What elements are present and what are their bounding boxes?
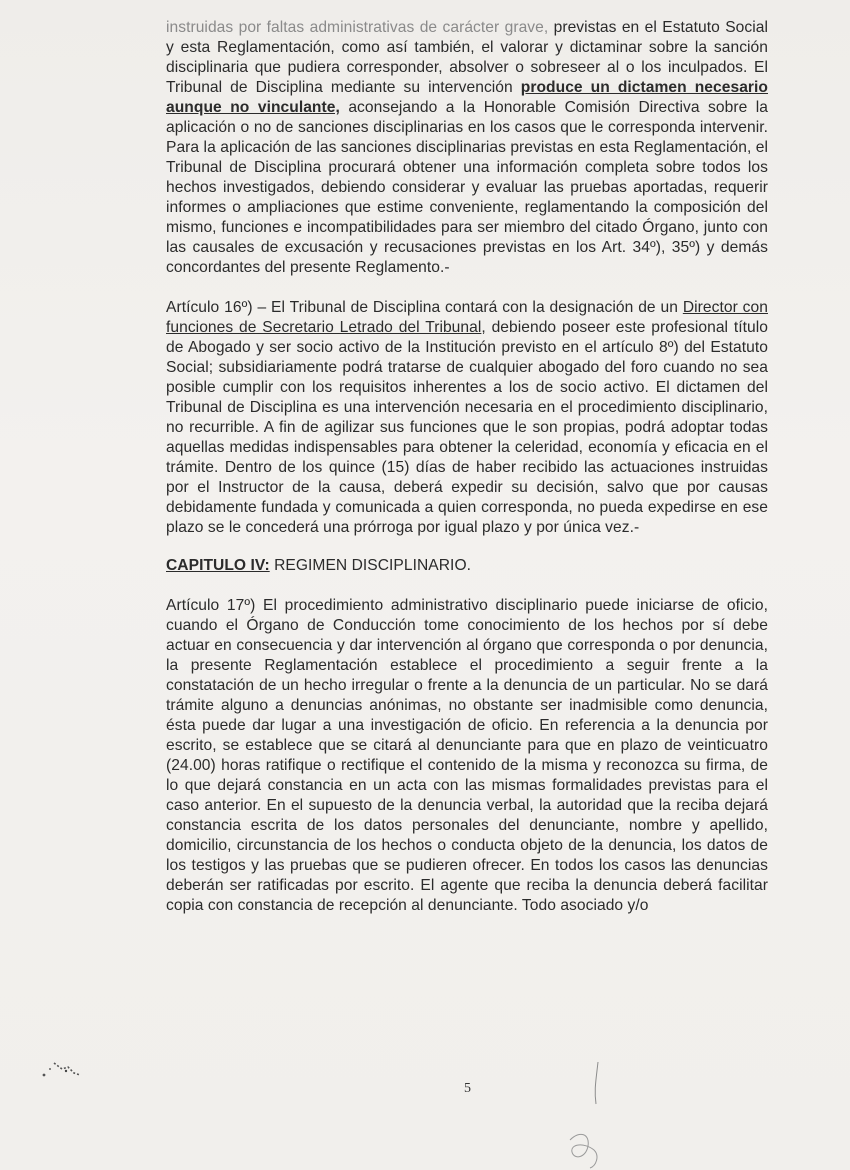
- ink-smudge-icon: [38, 1055, 88, 1083]
- faded-text: instruidas por faltas administrativas de carácter grave,: [166, 19, 549, 36]
- paragraph-continuation: [166, 18, 768, 278]
- chapter-heading: [166, 556, 768, 576]
- scribble-mark-icon: [560, 1060, 620, 1170]
- article-17: [166, 596, 768, 916]
- chapter-label: CAPITULO IV:: [166, 557, 270, 574]
- page-number: 5: [464, 1081, 471, 1096]
- article-16: [166, 298, 768, 538]
- article-text: , debiendo poseer este profesional título de Abogado y ser socio activo de la Institución previsto en el artículo 8º) del Estatuto Social; subsidiariamente podrá tratarse de cualquier abogado del foro cuando no sea posible cumplir con los requisitos inherentes a los de socio activo. El dictamen del Tribunal de Disciplina es una intervención necesaria en el procedimiento disciplinario, no recurrible. A fin de agilizar sus funciones que le son propias, podrá adoptar todas aquellas medidas indispensables para obtener la celeridad, economía y eficacia en el trámite. Dentro de los quince (15) días de haber recibido las actuaciones instruidas por el Instructor de la causa, deberá expedir su decisión, salvo que por causas debidamente fundada y comunicada a quien corresponda, no pueda expedirse en ese plazo se le concederá una prórroga por igual plazo y por única vez.-: [166, 319, 768, 536]
- document-body: [166, 18, 768, 916]
- article-text: Artículo 16º) – El Tribunal de Disciplina contará con la designación de un: [166, 299, 683, 316]
- paragraph-spacer: [166, 538, 768, 556]
- paragraph-spacer: [166, 278, 768, 298]
- article-text: Artículo 17º) El procedimiento administrativo disciplinario puede iniciarse de oficio, cuando el Órgano de Conducción tome conocimiento de los hechos por sí debe actuar en consecuencia y dar intervención al órgano que corresponda o por denuncia, la presente Reglamentación establece el procedimiento a seguir frente a la constatación de un hecho irregular o frente a la denuncia de un particular. No se dará trámite alguno a denuncias anónimas, no obstante ser inadmisible como denuncia, ésta puede dar lugar a una investigación de oficio. En referencia a la denuncia por escrito, se establece que se citará al denunciante para que en plazo de veinticuatro (24.00) horas ratifique o rectifique el contenido de la misma y reconozca su firma, de lo que dejará constancia en un acta con las mismas formalidades previstas para el caso anterior. En el supuesto de la denuncia verbal, la autoridad que la reciba dejará constancia escrita de los datos personales del denunciante, nombre y apellido, domicilio, circunstancia de los hechos o conducta objeto de la denuncia, los datos de los testigos y las pruebas que se pudieren ofrecer. En todos los casos las denuncias deberán ser ratificadas por escrito. El agente que reciba la denuncia deberá facilitar copia con constancia de recepción al denunciante. Todo asociado y/o: [166, 597, 768, 914]
- paragraph-text: aconsejando a la Honorable Comisión Directiva sobre la aplicación o no de sanciones disciplinarias en los casos que le corresponda intervenir. Para la aplicación de las sanciones disciplinarias previstas en esta Reglamentación, el Tribunal de Disciplina procurará obtener una información completa sobre todos los hechos investigados, debiendo considerar y evaluar las pruebas aportadas, requerir informes o ampliaciones que estime conveniente, reglamentando la composición del mismo, funciones e incompatibilidades para ser miembro del citado Órgano, junto con las causales de excusación y recusaciones previstas en los Art. 34º), 35º) y demás concordantes del presente Reglamento.-: [166, 99, 768, 276]
- paragraph-spacer: [166, 576, 768, 596]
- underlined-text: Director con funciones de Secretario Letrado del Tribunal: [166, 299, 768, 336]
- chapter-title: REGIMEN DISCIPLINARIO.: [269, 557, 472, 574]
- emphasized-text: produce un dictamen necesario aunque no vinculante,: [166, 79, 768, 116]
- paragraph-text: previstas en el Estatuto Social y esta Reglamentación, como así también, el valorar y dictaminar sobre la sanción disciplinaria que pudiera corresponder, absolver o sobreseer al o los inculpados. El Tribunal de Disciplina mediante su intervención: [166, 19, 768, 96]
